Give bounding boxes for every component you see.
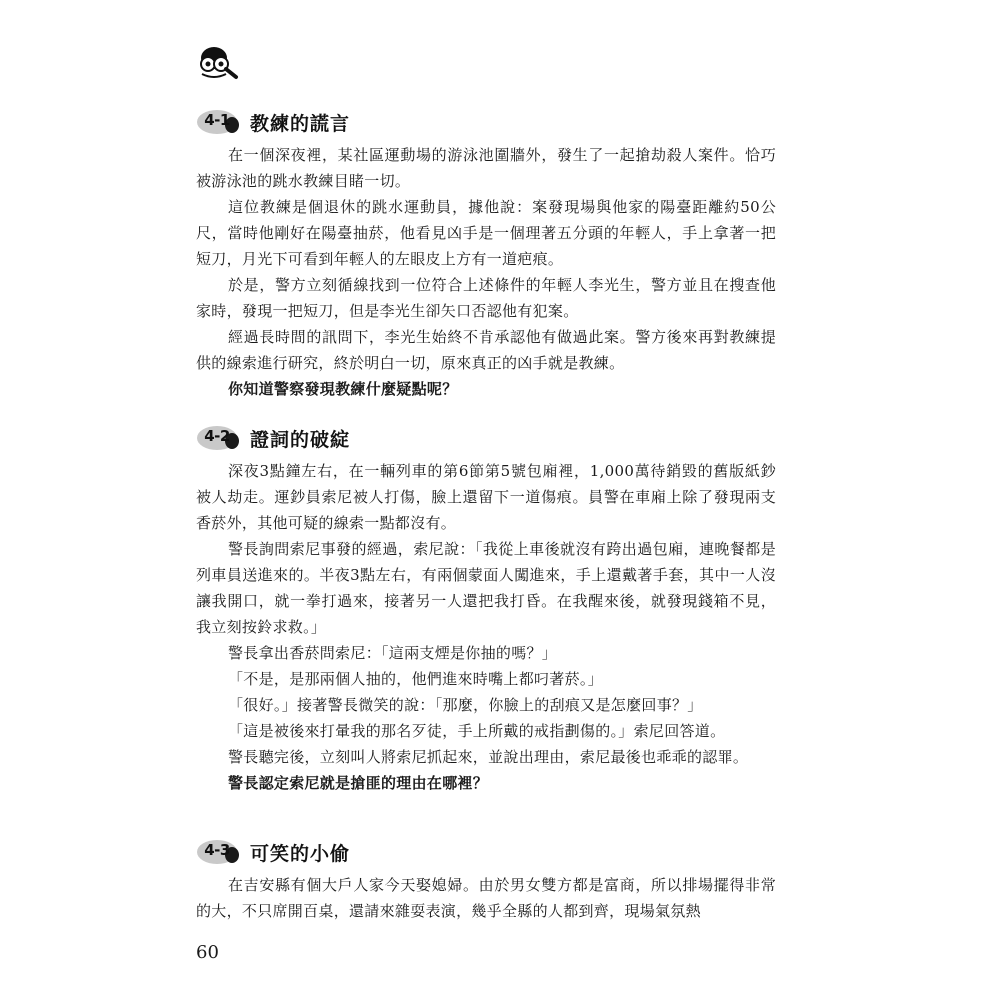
section-heading bbox=[196, 836, 776, 868]
magnifier-face-icon bbox=[196, 44, 240, 80]
paragraph: 「很好。」接著警長微笑的說：「那麼，你臉上的刮痕又是怎麼回事？」 bbox=[228, 696, 703, 714]
paragraph: 「不是，是那兩個人抽的，他們進來時嘴上都叼著菸。」 bbox=[228, 670, 604, 688]
section-number: 4-1 bbox=[204, 111, 230, 129]
section-4-1 bbox=[196, 106, 776, 402]
paragraph: 警長拿出香菸問索尼：「這兩支煙是你抽的嗎？」 bbox=[228, 644, 558, 662]
question: 你知道警察發現教練什麼疑點呢？ bbox=[228, 380, 458, 398]
paragraph: 「這是被後來打暈我的那名歹徒，手上所戴的戒指劃傷的。」索尼回答道。 bbox=[228, 722, 726, 740]
paragraph: 在吉安縣有個大戶人家今天娶媳婦。由於男女雙方都是富商，所以排場擺得非常的大，不只席開百桌，還請來雜耍表演，幾乎全縣的人都到齊，現場氣氛熱 bbox=[196, 876, 776, 920]
section-number-badge bbox=[196, 837, 242, 867]
paragraph: 警長聽完後，立刻叫人將索尼抓起來，並說出理由，索尼最後也乖乖的認罪。 bbox=[228, 748, 749, 766]
section-title: 證詞的破綻 bbox=[250, 428, 351, 451]
paragraph: 在一個深夜裡，某社區運動場的游泳池圍牆外，發生了一起搶劫殺人案件。恰巧被游泳池的跳水教練目睹一切。 bbox=[196, 146, 776, 190]
section-number-badge bbox=[196, 423, 242, 453]
paragraph: 經過長時間的訊問下，李光生始終不肯承認他有做過此案。警方後來再對教練提供的線索進行研究，終於明白一切，原來真正的凶手就是教練。 bbox=[196, 328, 776, 372]
section-title: 教練的謊言 bbox=[250, 112, 351, 135]
section-heading bbox=[196, 106, 776, 138]
paragraph: 警長詢問索尼事發的經過，索尼說：「我從上車後就沒有跨出過包廂，連晚餐都是列車員送進來的。半夜3點左右，有兩個蒙面人闖進來，手上還戴著手套，其中一人沒讓我開口，就一拳打過來，接著另一人還把我打昏。在我醒來後，就發現錢箱不見，我立刻按鈴求救。」 bbox=[196, 540, 776, 636]
section-number: 4-2 bbox=[204, 427, 230, 445]
paragraph: 於是，警方立刻循線找到一位符合上述條件的年輕人李光生，警方並且在搜查他家時，發現一把短刀，但是李光生卻矢口否認他有犯案。 bbox=[196, 276, 776, 320]
section-4-3 bbox=[196, 836, 776, 924]
section-number: 4-3 bbox=[204, 841, 230, 859]
paragraph: 這位教練是個退休的跳水運動員，據他說：案發現場與他家的陽臺距離約50公尺，當時他剛好在陽臺抽菸，他看見凶手是一個理著五分頭的年輕人，手上拿著一把短刀，月光下可看到年輕人的左眼皮上方有一道疤痕。 bbox=[196, 198, 776, 268]
paragraph: 深夜3點鐘左右，在一輛列車的第6節第5號包廂裡，1,000萬待銷毀的舊版紙鈔被人劫走。運鈔員索尼被人打傷，臉上還留下一道傷痕。員警在車廂上除了發現兩支香菸外，其他可疑的線索一點都沒有。 bbox=[196, 462, 776, 532]
section-title: 可笑的小偷 bbox=[250, 842, 351, 865]
section-heading bbox=[196, 422, 776, 454]
section-number-badge bbox=[196, 107, 242, 137]
question: 警長認定索尼就是搶匪的理由在哪裡？ bbox=[228, 774, 489, 792]
section-4-2 bbox=[196, 422, 776, 796]
page-number: 60 bbox=[196, 942, 219, 963]
